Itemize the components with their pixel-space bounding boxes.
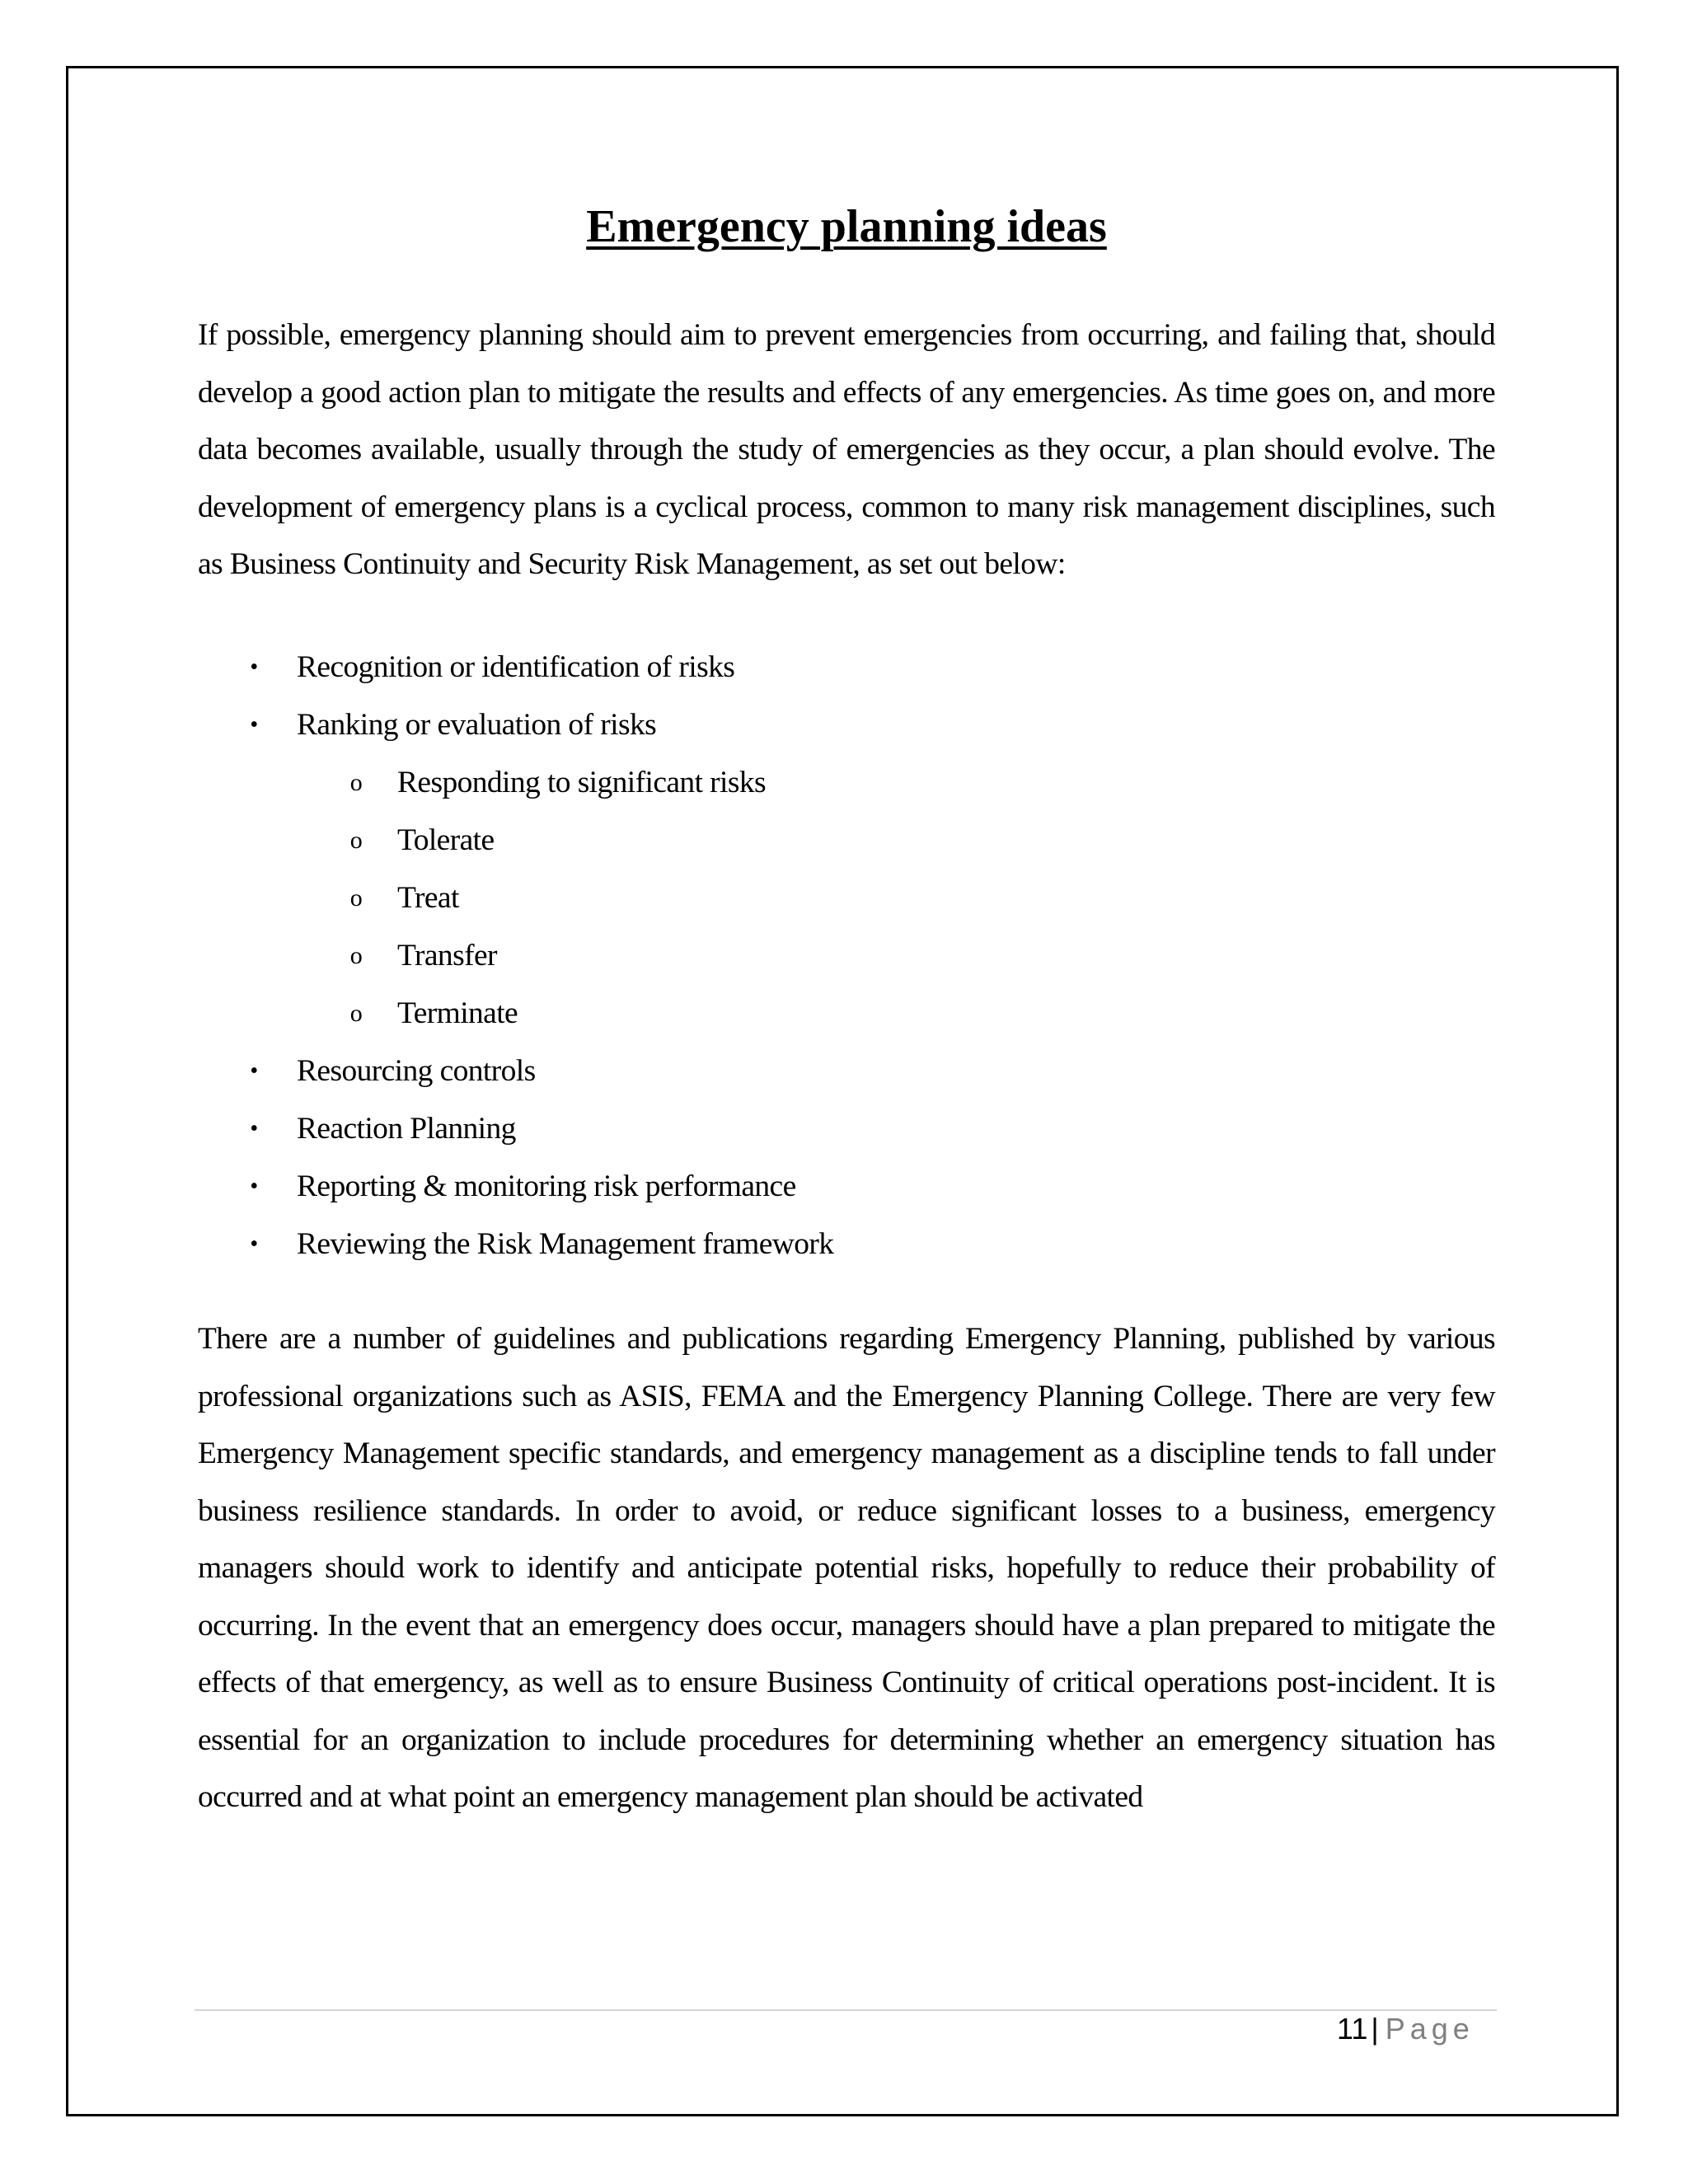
page-label: Page	[1385, 2012, 1475, 2046]
list-item: • Reaction Planning	[198, 1100, 833, 1158]
bullet-icon: •	[250, 712, 258, 738]
guidelines-paragraph: There are a number of guidelines and publications regarding Emergency Planning, published by various professional organizations such as ASIS, FEMA and the Emergency Planning College. There are very few Emergency Management specific standards, and emergency management as a discipline tends to fall under business resilience standards. In order to avoid, or reduce significant losses to a business, emergency managers should work to identify and anticipate potential risks, hopefully to reduce their probability of occurring. In the event that an emergency does occur, managers should have a plan prepared to mitigate the effects of that emergency, as well as to ensure Business Continuity of critical operations post-incident. It is essential for an organization to include procedures for determining whether an emergency situation has occurred and at what point an emergency management plan should be activated	[198, 1322, 1495, 1814]
bullet-icon: •	[250, 654, 258, 680]
bullet-icon: •	[250, 1174, 258, 1199]
sub-list-item: o Terminate	[198, 985, 833, 1043]
sub-list-item: o Tolerate	[198, 812, 833, 869]
page-footer	[1337, 2011, 1485, 2047]
list-item: • Reviewing the Risk Management framework	[198, 1216, 833, 1273]
list-item: • Ranking or evaluation of risks	[198, 696, 833, 754]
page-title: Emergency planning ideas	[586, 201, 1107, 252]
circle-bullet-icon: o	[349, 1000, 363, 1027]
circle-bullet-icon: o	[349, 942, 363, 969]
sub-list-item: o Responding to significant risks	[198, 754, 833, 812]
risk-process-list	[198, 639, 833, 1273]
footer-divider	[195, 2009, 1497, 2011]
page-number: 11	[1337, 2012, 1368, 2046]
list-item: • Resourcing controls	[198, 1043, 833, 1100]
list-item: • Reporting & monitoring risk performance	[198, 1158, 833, 1216]
sub-list-item: o Transfer	[198, 927, 833, 985]
bullet-icon: •	[250, 1116, 258, 1141]
list-item: • Recognition or identification of risks	[198, 639, 833, 696]
intro-paragraph: If possible, emergency planning should aim to prevent emergencies from occurring, and failing that, should develop a good action plan to mitigate the results and effects of any emergencies. As time goes on, and more data becomes available, usually through the study of emergencies as they occur, a plan should evolve. The development of emergency plans is a cyclical process, common to many risk management disciplines, such as Business Continuity and Security Risk Management, as set out below:	[198, 318, 1495, 581]
circle-bullet-icon: o	[349, 827, 363, 854]
bullet-icon: •	[250, 1058, 258, 1084]
circle-bullet-icon: o	[349, 884, 363, 912]
bullet-icon: •	[250, 1231, 258, 1257]
circle-bullet-icon: o	[349, 769, 363, 796]
footer-separator: |	[1371, 2012, 1379, 2046]
sub-list-item: o Treat	[198, 869, 833, 927]
